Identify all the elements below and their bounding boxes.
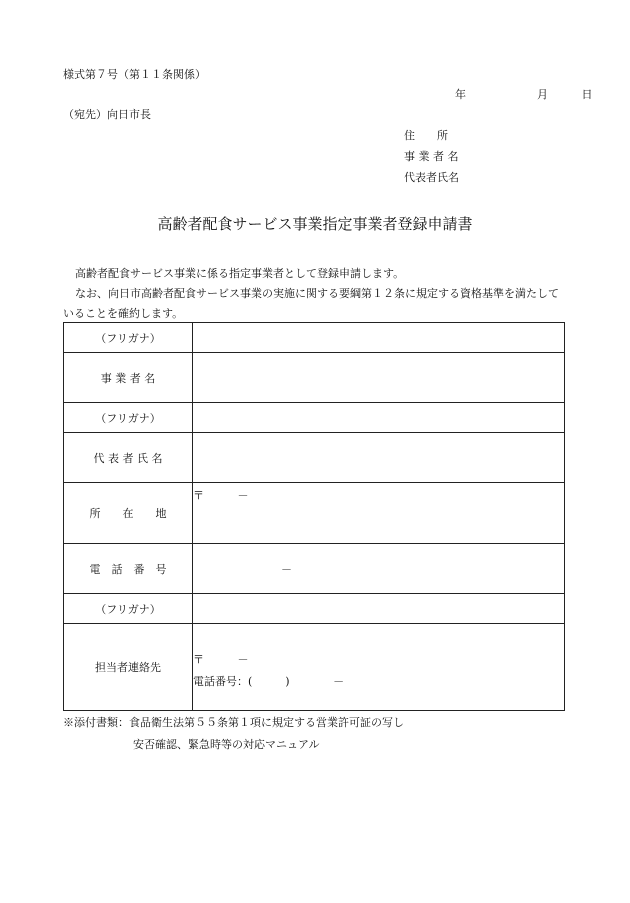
applicant-address-label: 住 所 [404,129,448,142]
date-day: 日 [581,88,593,101]
applicant-business-name-label: 事 業 者 名 [404,150,459,163]
attachment-line-2: 安否確認、緊急時等の対応マニュアル [133,738,320,751]
phone-dash: － [281,562,292,576]
body-paragraph-1: 高齢者配食サービス事業に係る指定事業者として登録申請します。 [75,267,405,280]
applicant-representative-label: 代表者氏名 [404,171,459,184]
representative-row [64,433,565,483]
business-name-row [64,353,565,403]
body-paragraph-2: なお、向日市高齢者配食サービス事業の実施に関する要綱第１２条に規定する資格基準を満たしていることを確約します。 [63,287,559,320]
contact-field[interactable] [193,624,565,711]
attachment-line-1: ※添付書類：食品衛生法第５５条第１項に規定する営業許可証の写し [63,716,404,729]
form-number: 様式第７号（第１１条関係） [63,68,206,81]
date-month: 月 [537,88,548,101]
contact-postal-mark: 〒 [193,653,204,666]
phone-label: 電 話 番 号 [64,544,193,594]
furigana-row-contact [64,594,565,624]
date-line [455,86,593,102]
contact-label: 担当者連絡先 [64,624,193,711]
business-furigana-field[interactable] [193,323,565,353]
applicant-block [404,125,459,188]
furigana-label: （フリガナ） [64,323,193,353]
furigana-row-representative [64,403,565,433]
furigana-row-business [64,323,565,353]
contact-postal-dash: － [237,653,249,666]
contact-phone-label: 電話番号：( ) [193,675,290,688]
location-label: 所 在 地 [64,483,193,544]
business-name-field[interactable] [193,353,565,403]
furigana-label: （フリガナ） [64,594,193,624]
postal-mark: 〒 [193,489,204,502]
document-title: 高齢者配食サービス事業指定事業者登録申請書 [157,215,473,233]
attachments-note [63,712,404,756]
body-text [63,264,568,324]
representative-field[interactable] [193,433,565,483]
contact-furigana-field[interactable] [193,594,565,624]
phone-field[interactable] [193,544,565,594]
representative-label: 代 表 者 氏 名 [64,433,193,483]
location-row [64,483,565,544]
phone-row [64,544,565,594]
postal-dash: － [237,489,249,502]
furigana-label: （フリガナ） [64,403,193,433]
business-name-label: 事 業 者 名 [64,353,193,403]
location-field[interactable] [193,483,565,544]
contact-phone-dash: － [333,675,345,688]
date-year: 年 [455,88,466,101]
application-form-table [63,322,565,711]
contact-row [64,624,565,711]
addressee: （宛先）向日市長 [63,108,151,121]
representative-furigana-field[interactable] [193,403,565,433]
